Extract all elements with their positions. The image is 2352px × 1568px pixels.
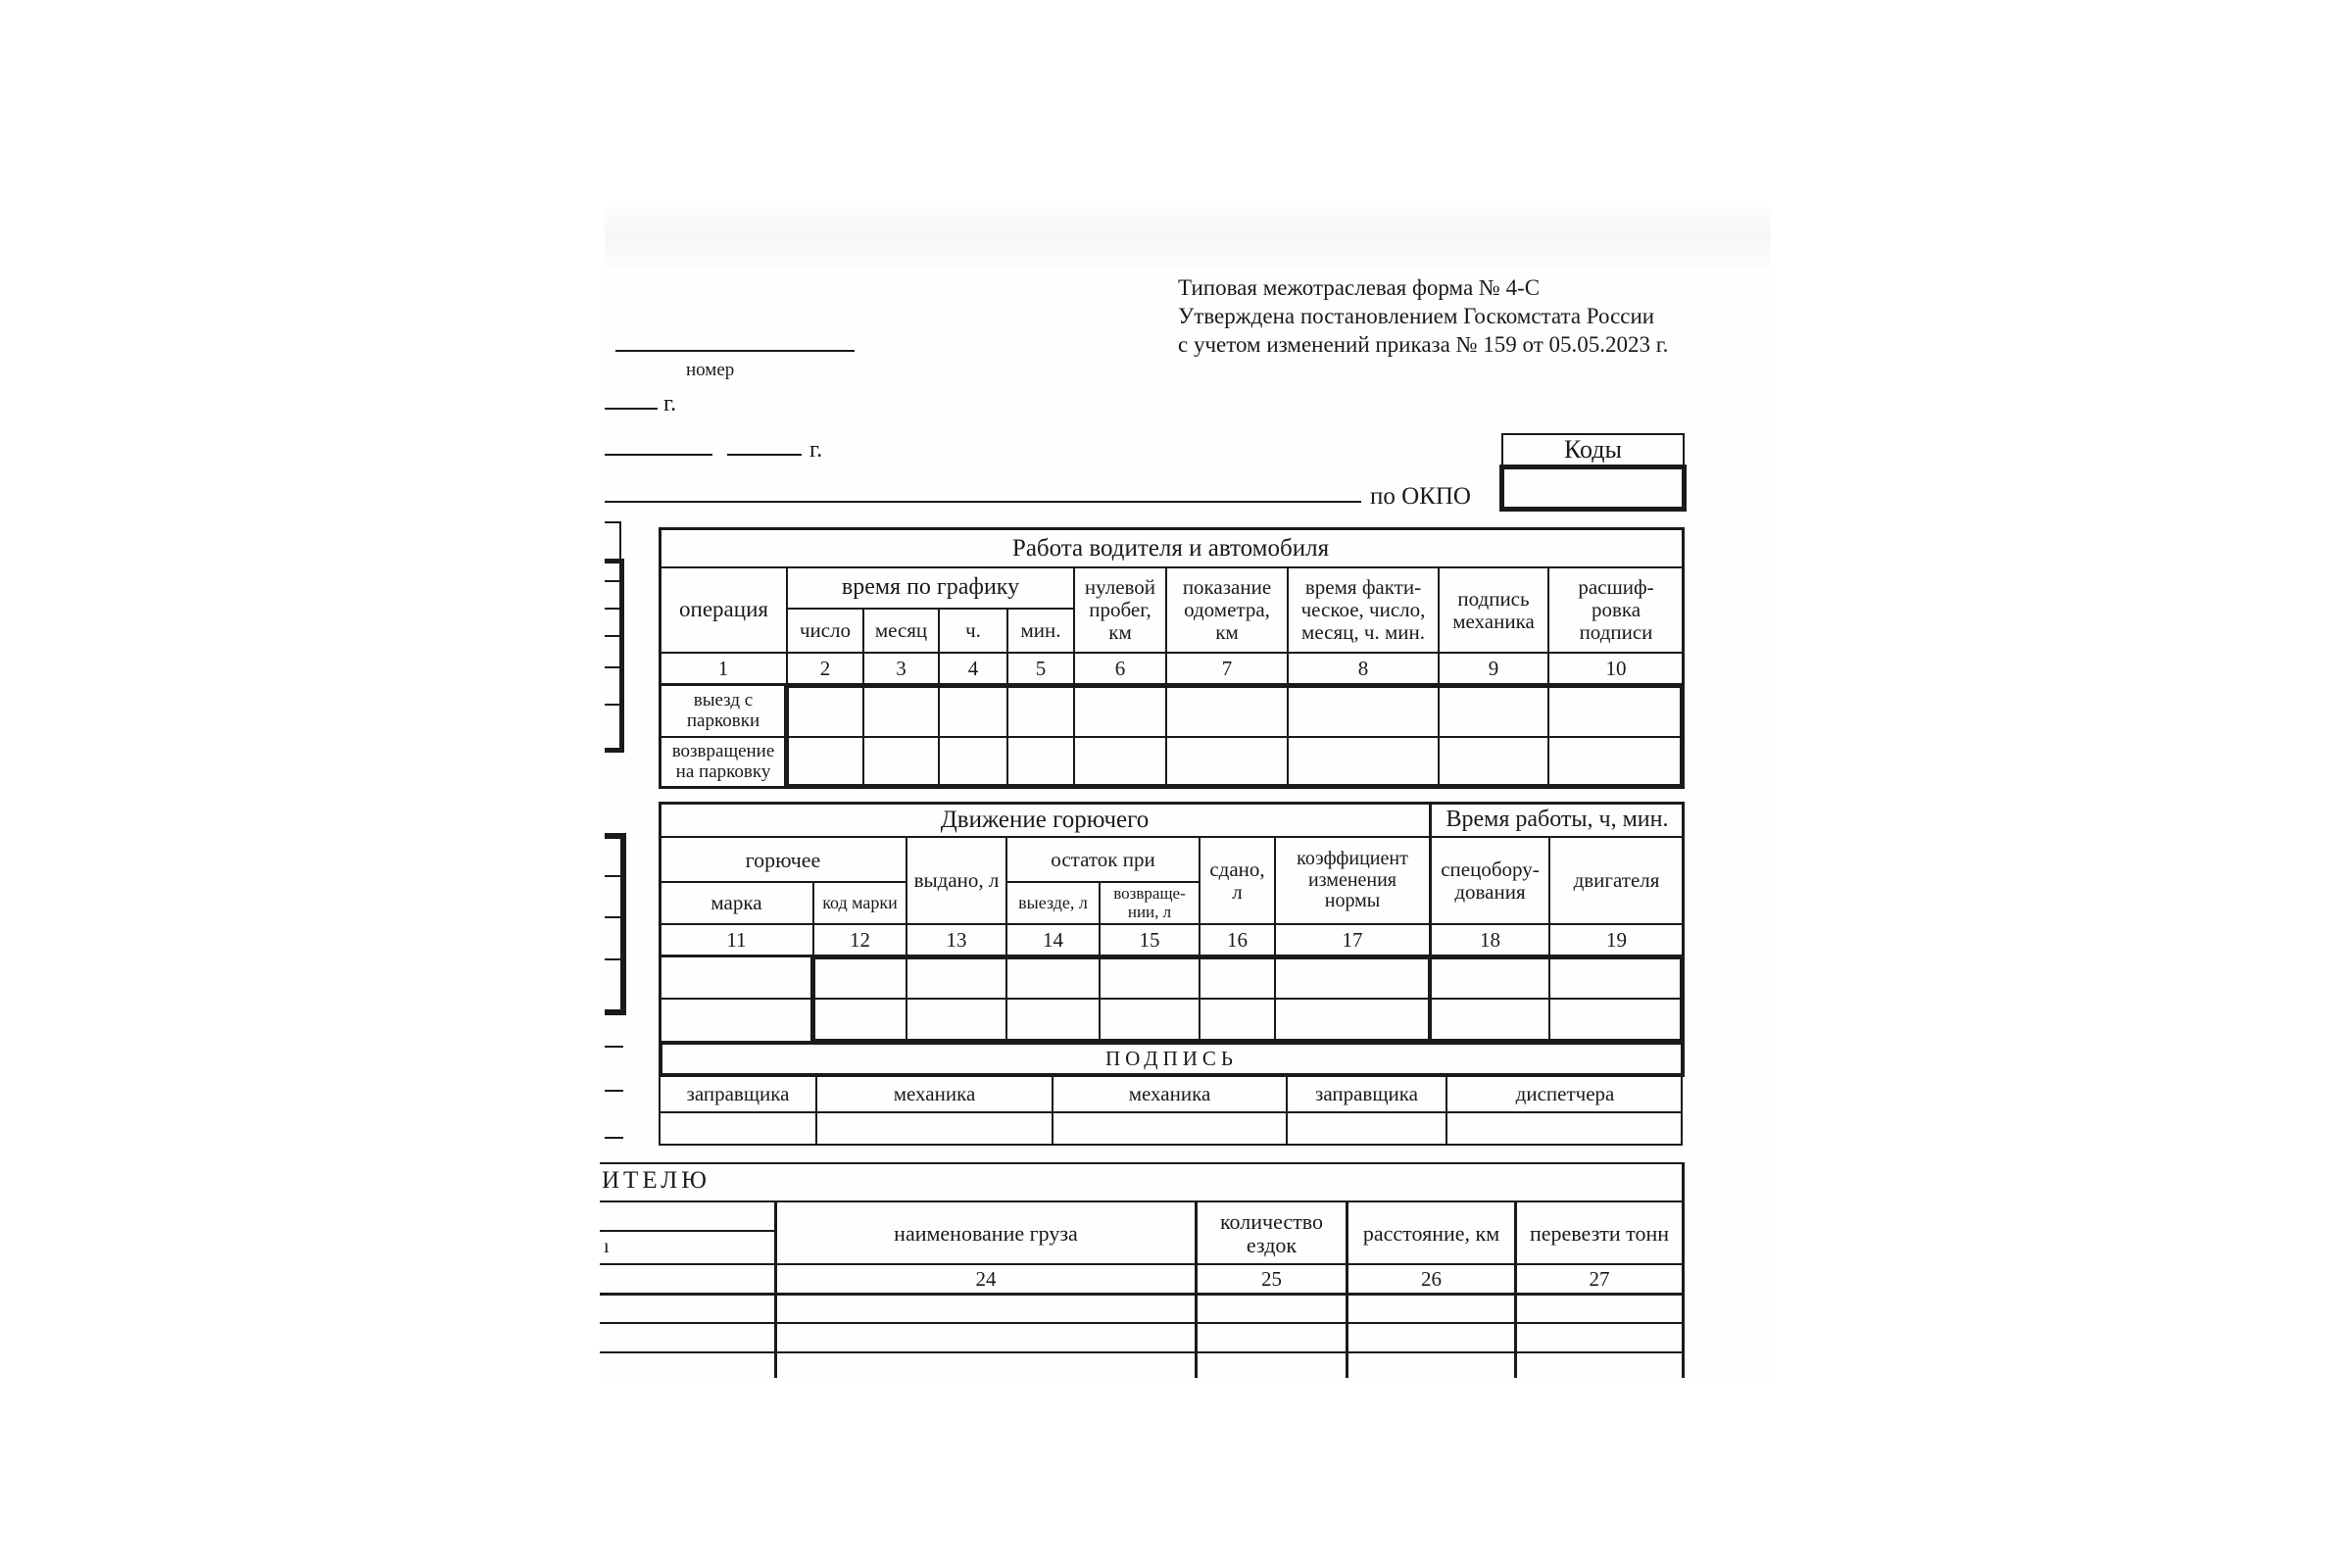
group-schedule-time: время по графику	[841, 574, 1020, 601]
column-number: 19	[1606, 928, 1627, 953]
tons-input-1[interactable]	[1517, 1296, 1682, 1322]
column-number: 27	[1589, 1267, 1610, 1292]
cargo-right-border	[1682, 1162, 1685, 1378]
col-zero-run: нулевой пробег, км	[1084, 575, 1156, 644]
departure-zero-run-input[interactable]	[1075, 688, 1163, 734]
col-mechanic-signature: подпись механика	[1452, 586, 1535, 633]
column-number: 8	[1357, 657, 1369, 681]
signature-role: заправщика	[1315, 1082, 1418, 1106]
scan-shade	[605, 208, 1771, 267]
number-underline[interactable]	[615, 350, 855, 352]
column-number: 17	[1342, 928, 1363, 953]
column-number: 10	[1605, 657, 1627, 681]
cargo-name-input-1[interactable]	[777, 1296, 1195, 1322]
fuel-issued-input-1[interactable]	[907, 959, 1004, 998]
left-tick	[605, 875, 620, 877]
codes-header: Коды	[1501, 433, 1685, 466]
engine-time-input-1[interactable]	[1550, 959, 1678, 998]
column-number: 5	[1035, 657, 1047, 681]
col-coefficient: коэффициент изменения нормы	[1297, 848, 1408, 912]
signature-role: механика	[1128, 1082, 1211, 1106]
driver-work-title: Работа водителя и автомобиля	[1011, 534, 1330, 562]
approval-line: Утверждена постановлением Госкомстата России	[1178, 304, 1655, 328]
sub-day: число	[799, 618, 852, 643]
left-tick	[605, 666, 620, 668]
cargo-top-border	[600, 1162, 1685, 1164]
left-tick	[605, 958, 620, 960]
departure-day-input[interactable]	[790, 688, 860, 734]
organization-underline[interactable]	[605, 501, 1361, 503]
column-number: 6	[1114, 657, 1126, 681]
sub-minute: мин.	[1020, 618, 1061, 643]
left-tick	[605, 635, 620, 637]
row-label-departure: выезд с парковки	[686, 689, 760, 731]
left-dash	[605, 1090, 623, 1092]
sub-hour: ч.	[965, 618, 981, 643]
column-number: 13	[946, 928, 967, 953]
left-tick	[605, 916, 620, 918]
column-number: 4	[967, 657, 979, 681]
signature-role: механика	[893, 1082, 976, 1106]
column-number: 18	[1480, 928, 1500, 953]
fuel-issued-input-2[interactable]	[907, 1000, 1004, 1039]
col-tons: перевезти тонн	[1529, 1220, 1670, 1246]
row-label-return: возвращение на парковку	[671, 740, 775, 782]
column-number: 2	[819, 657, 831, 681]
column-number: 16	[1227, 928, 1248, 953]
group-fuel: горючее	[745, 847, 821, 872]
okpo-label: по ОКПО	[1370, 483, 1471, 510]
sub-brand-code: код марки	[822, 892, 898, 912]
departure-mechanic-signature-input[interactable]	[1440, 688, 1545, 734]
left-dash	[605, 1046, 623, 1048]
column-number: 11	[726, 928, 747, 953]
column-number: 3	[896, 657, 906, 681]
column-number: 12	[850, 928, 870, 953]
left-tick	[605, 580, 620, 582]
column-number: 26	[1421, 1267, 1442, 1292]
sub-return: возвраще-нии, л	[1113, 884, 1186, 921]
cargo-title-fragment: ИТЕЛЮ	[602, 1167, 710, 1194]
signature-title-frame	[659, 1041, 1685, 1077]
date-underline-2a[interactable]	[605, 454, 712, 456]
mechanic-signature-field-2[interactable]	[1054, 1113, 1286, 1144]
amendment-line: с учетом изменений приказа № 159 от 05.05.2023 г.	[1178, 332, 1669, 357]
col-odometer: показание одометра, км	[1182, 575, 1272, 644]
return-odometer-input[interactable]	[1167, 740, 1285, 784]
column-number: 25	[1261, 1267, 1282, 1292]
sub-departure: выезде, л	[1018, 892, 1088, 912]
cargo-left-fragment: ı	[604, 1236, 610, 1257]
trips-input-1[interactable]	[1198, 1296, 1346, 1322]
cargo-name-input-2[interactable]	[777, 1324, 1195, 1351]
col-operation: операция	[679, 597, 768, 622]
column-number: 9	[1488, 657, 1499, 681]
number-caption: номер	[686, 360, 735, 380]
mechanic-signature-field-1[interactable]	[817, 1113, 1052, 1144]
left-dash	[605, 1137, 623, 1139]
departure-odometer-input[interactable]	[1167, 688, 1285, 734]
sub-month: месяц	[874, 618, 928, 643]
date-underline-2b[interactable]	[727, 454, 802, 456]
left-partial-bracket-2	[605, 833, 626, 1015]
work-time-title: Время работы, ч, мин.	[1446, 806, 1669, 832]
fuel-brand-input-1[interactable]	[661, 957, 810, 998]
left-partial-box	[605, 521, 621, 561]
col-issued: выдано, л	[913, 868, 1000, 893]
left-tick	[605, 704, 620, 706]
return-day-input[interactable]	[790, 740, 860, 784]
special-equipment-time-input-1[interactable]	[1432, 959, 1546, 998]
col-trips: количество ездок	[1219, 1208, 1324, 1257]
sub-brand: марка	[710, 891, 762, 915]
year-suffix-2: г.	[809, 437, 823, 463]
fuel-brand-input-2[interactable]	[661, 1000, 810, 1041]
signature-role: заправщика	[686, 1082, 790, 1106]
col-actual-time: время факти-ческое, число, месяц, ч. мин.	[1300, 575, 1426, 644]
column-number: 15	[1139, 928, 1160, 953]
column-number: 1	[717, 657, 729, 681]
distance-input-1[interactable]	[1348, 1296, 1514, 1322]
dispatcher-signature-field[interactable]	[1447, 1113, 1683, 1144]
refueler-signature-field-2[interactable]	[1288, 1113, 1446, 1144]
col-engine: двигателя	[1573, 868, 1660, 893]
group-remainder: остаток при	[1051, 848, 1155, 872]
left-partial-bracket-1	[605, 559, 624, 753]
okpo-code-field[interactable]	[1499, 465, 1687, 512]
return-mechanic-signature-input[interactable]	[1440, 740, 1545, 784]
col-signature-decode: расшиф-ровка подписи	[1578, 575, 1654, 644]
col-distance: расстояние, км	[1362, 1220, 1500, 1246]
column-number: 7	[1221, 657, 1233, 681]
column-number: 14	[1043, 928, 1063, 953]
signature-role: диспетчера	[1515, 1082, 1615, 1106]
col-cargo-name: наименование груза	[894, 1220, 1078, 1246]
signature-title-text: ПОДПИСЬ	[1104, 1047, 1238, 1071]
date-underline-1[interactable]	[605, 408, 658, 410]
col-returned: сдано, л	[1209, 857, 1265, 904]
refueler-signature-field-1[interactable]	[661, 1113, 815, 1144]
left-tick	[605, 608, 620, 610]
column-number: 24	[975, 1267, 997, 1292]
year-suffix-1: г.	[663, 391, 677, 416]
fuel-title: Движение горючего	[940, 807, 1150, 833]
form-type-line: Типовая межотраслевая форма № 4-С	[1178, 275, 1541, 300]
col-special-equipment: спецобору-дования	[1441, 857, 1540, 904]
